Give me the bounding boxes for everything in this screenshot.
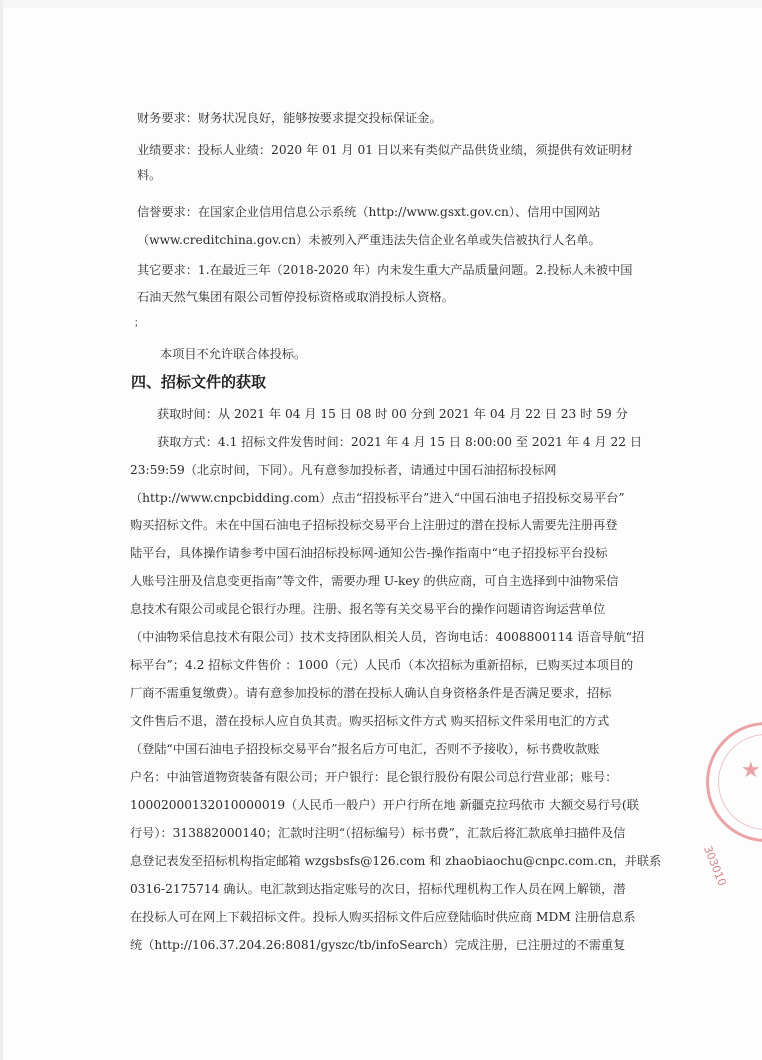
page-left-edge <box>0 0 3 1060</box>
body-line: 厂商不需重复缴费）。请有意参加投标的潜在投标人确认自身资格条件是否满足要求，招标 <box>130 686 612 700</box>
body-line: 23:59:59（北京时间，下同）。凡有意参加投标者，请通过中国石油招标投标网 <box>130 463 557 477</box>
finance-requirement: 财务要求：财务状况良好，能够按要求提交投标保证金。 <box>137 111 442 125</box>
body-line: 行号）：313882000140；汇款时注明“（招标编号）标书费”，汇款后将汇款底单扫描件及信 <box>130 826 626 840</box>
joint-bid-note: 本项目不允许联合体投标。 <box>160 347 307 361</box>
seal-code: 303010 <box>700 844 729 888</box>
section-heading-4: 四、招标文件的获取 <box>131 373 267 391</box>
seal-star-icon: ★ <box>741 758 761 783</box>
body-line: 人账号注册及信息变更指南”等文件，需要办理 U-key 的供应商，可自主选择到中油物采信 <box>130 574 619 588</box>
other-requirement: 其它要求：1.在最近三年（2018-2020 年）内未发生重大产品质量问题。2.投标人未被中国 <box>137 263 633 277</box>
body-line: 在投标人可在网上下载招标文件。投标人购买招标文件后应登陆临时供应商 MDM 注册信息系 <box>130 910 636 924</box>
credit-requirement: 信誉要求：在国家企业信用信息公示系统（http://www.gsxt.gov.cn）、信用中国网站 <box>137 205 601 219</box>
page-top-edge <box>0 0 762 8</box>
stray-semicolon: ； <box>134 318 144 329</box>
body-line: （http://www.cnpcbidding.com）点击“招投标平台”进入“中国石油电子招投标交易平台” <box>130 491 625 505</box>
body-line: 标平台”；4.2 招标文件售价 ：1000（元）人民币（本次招标为重新招标，已购买过本项目的 <box>130 658 634 672</box>
body-line: 统（http://106.37.204.26:8081/gyszc/tb/infoSearch）完成注册，已注册过的不需重复 <box>130 938 626 952</box>
body-line: 购买招标文件。未在中国石油电子招标投标交易平台上注册过的潜在投标人需要先注册再登 <box>130 518 618 532</box>
body-line: 陆平台，具体操作请参考中国石油招标投标网-通知公告-操作指南中“电子招投标平台投标 <box>130 546 608 560</box>
body-line: 息技术有限公司或昆仑银行办理。注册、报名等有关交易平台的操作问题请咨询运营单位 <box>130 602 606 616</box>
other-requirement-cont: 石油天然气集团有限公司暂停投标资格或取消投标人资格。 <box>137 290 454 304</box>
body-line: 0316-2175714 确认。电汇款到达指定账号的次日，招标代理机构工作人员在网上解锁，潜 <box>130 882 626 896</box>
body-line: 10002000132010000019（人民币一般户）开户行所在地 新疆克拉玛依市 大额交易行号(联 <box>130 798 639 812</box>
body-line: （中油物采信息技术有限公司）技术支持团队相关人员，咨询电话：4008800114 语音导航“招 <box>130 630 645 644</box>
performance-requirement-cont: 料。 <box>137 168 162 182</box>
body-line: （登陆“中国石油电子招投标交易平台”报名后方可电汇，否则不予接收），标书费收款账 <box>130 742 600 756</box>
credit-requirement-cont: （www.creditchina.gov.cn）未被列入严重违法失信企业名单或失信被执行人名单。 <box>137 233 601 247</box>
body-line: 息登记表发至招标机构指定邮箱 wzgsbsfs@126.com 和 zhaobiaochu@cnpc.com.cn，并联系 <box>130 854 662 868</box>
body-line: 户名：中油管道物资装备有限公司；开户银行：昆仑银行股份有限公司总行营业部；账号： <box>130 770 618 784</box>
acquire-method: 获取方式：4.1 招标文件发售时间：2021 年 4 月 15 日 8:00:00 至 2021 年 4 月 22 日 <box>157 435 643 449</box>
performance-requirement: 业绩要求：投标人业绩：2020 年 01 月 01 日以来有类似产品供货业绩，须提供有效证明材 <box>137 143 633 157</box>
acquire-time: 获取时间：从 2021 年 04 月 15 日 08 时 00 分到 2021 年 04 月 22 日 23 时 59 分 <box>157 407 628 421</box>
body-line: 文件售后不退，潜在投标人应自负其责。购买招标文件方式 购买招标文件采用电汇的方式 <box>130 714 610 728</box>
